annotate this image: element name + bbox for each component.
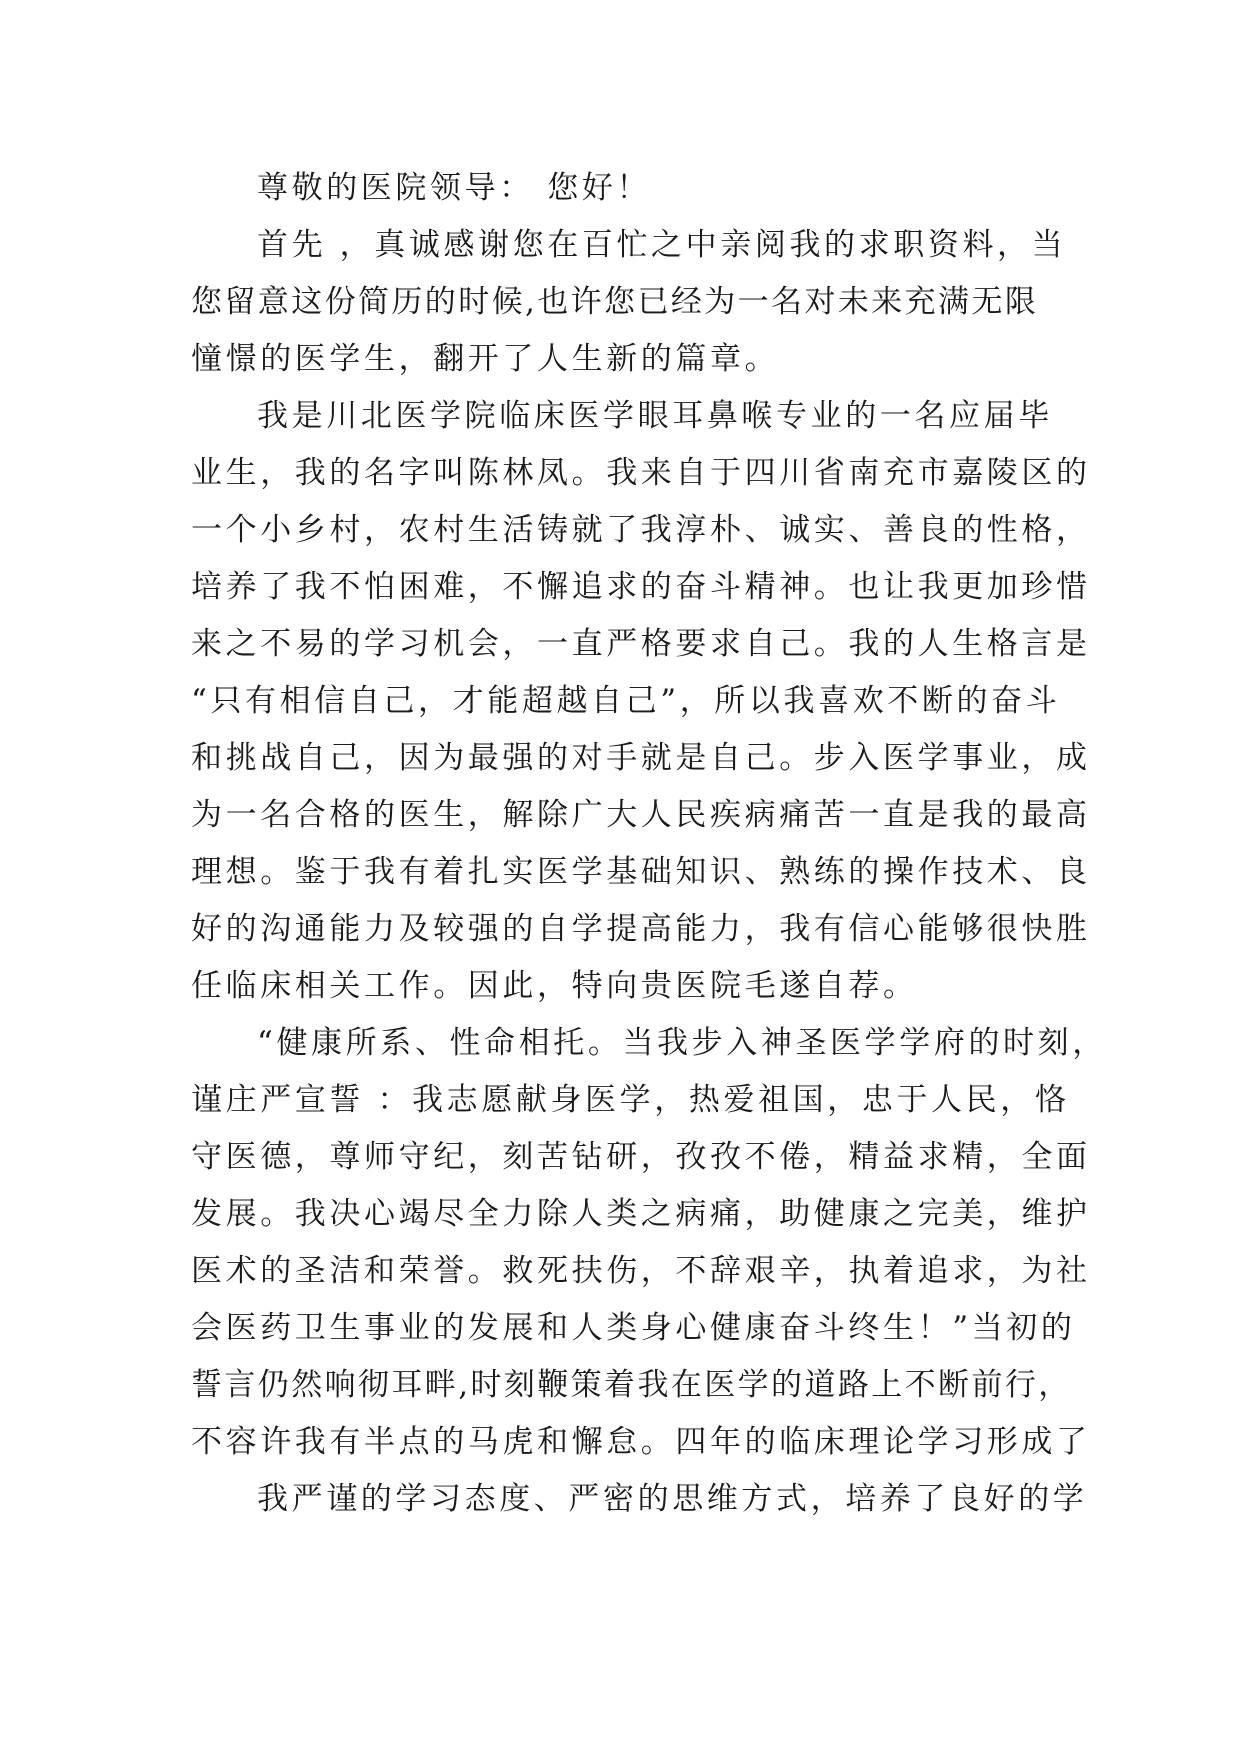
paragraph-line: 您留意这份简历的时候,也许您已经为一名对未来充满无限 [191, 284, 1039, 320]
paragraph-line: 来之不易的学习机会，一直严格要求自己。我的人生格言是 [191, 626, 1091, 662]
paragraph-line: 好的沟通能力及较强的自学提高能力，我有信心能够很快胜 [191, 911, 1091, 947]
paragraph-line: 首先 ，真诚感谢您在百忙之中亲阅我的求职资料，当 [257, 227, 1067, 263]
paragraph-line: 谨庄严宣誓 ：我志愿献身医学，热爱祖国，忠于人民，恪 [191, 1082, 1070, 1118]
paragraph-line: 守医德，尊师守纪，刻苦钻研，孜孜不倦，精益求精，全面 [191, 1139, 1091, 1175]
paragraph-line: 医术的圣洁和荣誉。救死扶伤，不辞艰辛，执着追求，为社 [191, 1253, 1091, 1289]
paragraph-line: 和挑战自己，因为最强的对手就是自己。步入医学事业，成 [191, 740, 1091, 776]
salutation-line: 尊敬的医院领导： 您好！ [257, 170, 652, 206]
paragraph-line: 不容许我有半点的马虎和懈怠。四年的临床理论学习形成了 [191, 1424, 1091, 1460]
paragraph-line: 业生，我的名字叫陈林凤。我来自于四川省南充市嘉陵区的 [191, 455, 1091, 491]
paragraph-line: 我是川北医学院临床医学眼耳鼻喉专业的一名应届毕 [257, 398, 1053, 434]
paragraph-line: 理想。鉴于我有着扎实医学基础知识、熟练的操作技术、良 [191, 854, 1091, 890]
paragraph-line: 会医药卫生事业的发展和人类身心健康奋斗终生！”当初的 [191, 1310, 1076, 1346]
paragraph-line: “健康所系、性命相托。当我步入神圣医学学府的时刻， [257, 1025, 1107, 1061]
paragraph-line: “只有相信自己，才能超越自己”，所以我喜欢不断的奋斗 [191, 683, 1061, 719]
paragraph-line: 一个小乡村，农村生活铸就了我淳朴、诚实、善良的性格， [191, 512, 1091, 548]
paragraph-line: 我严谨的学习态度、严密的思维方式，培养了良好的学 [257, 1481, 1088, 1517]
cover-letter-body [191, 160, 1107, 1528]
paragraph-line: 为一名合格的医生，解除广大人民疾病痛苦一直是我的最高 [191, 797, 1091, 833]
paragraph-line: 誓言仍然响彻耳畔,时刻鞭策着我在医学的道路上不断前行， [191, 1367, 1072, 1403]
paragraph-line: 憧憬的医学生，翻开了人生新的篇章。 [191, 341, 780, 377]
paragraph-line: 培养了我不怕困难，不懈追求的奋斗精神。也让我更加珍惜 [191, 569, 1091, 605]
paragraph-line: 任临床相关工作。因此，特向贵医院毛遂自荐。 [191, 968, 918, 1004]
paragraph-line: 发展。我决心竭尽全力除人类之病痛，助健康之完美，维护 [191, 1196, 1091, 1232]
